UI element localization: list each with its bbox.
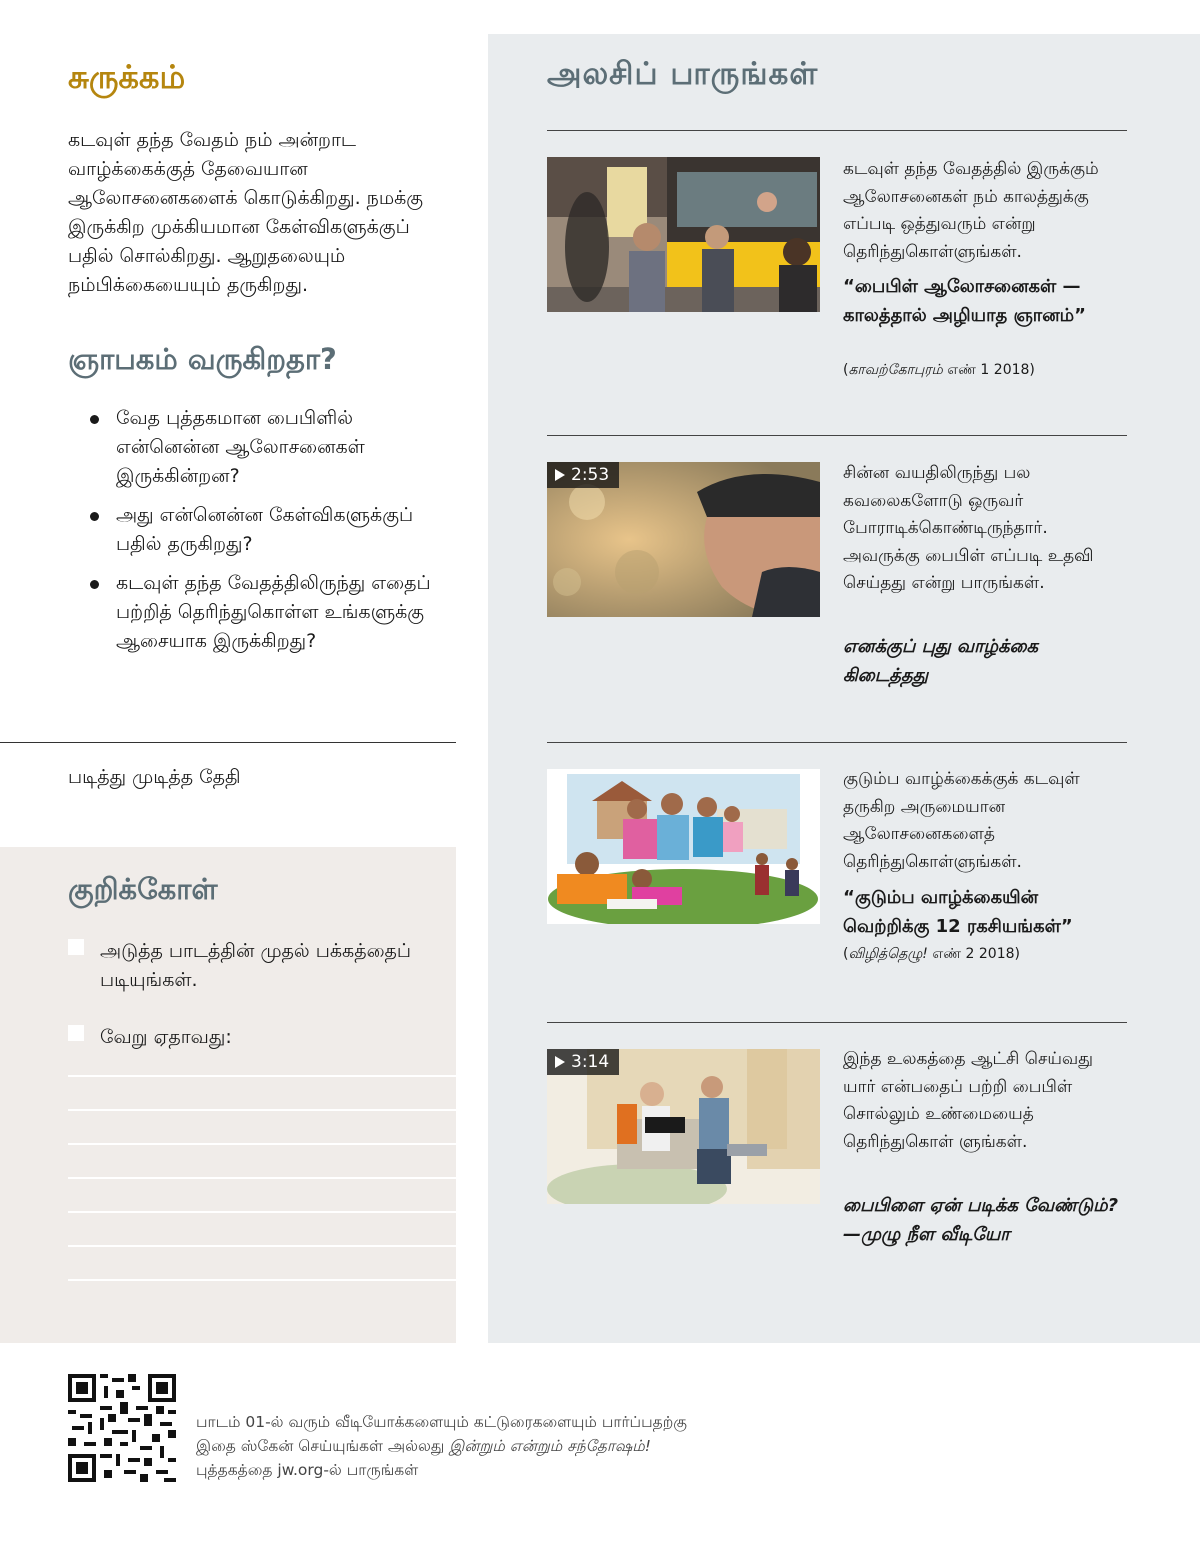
completion-date-label: படித்து முடித்த தேதி — [68, 766, 241, 788]
video-title-link[interactable]: எனக்குப் புது வாழ்க்கை கிடைத்தது — [843, 636, 1039, 686]
video-thumbnail-new-life[interactable] — [547, 462, 820, 617]
writing-line — [68, 1177, 456, 1179]
video-title-link[interactable]: பைபிளை ஏன் படிக்க வேண்டும்?—முழு நீள வீடியோ — [843, 1195, 1119, 1245]
qr-code-icon[interactable] — [68, 1374, 176, 1482]
article-thumbnail-family[interactable] — [547, 769, 820, 924]
checkbox-icon[interactable] — [68, 1025, 84, 1041]
goal-writing-lines[interactable] — [68, 1075, 456, 1313]
review-questions-list — [90, 404, 460, 666]
footer-note: பாடம் 01-ல் வரும் வீடியோக்களையும் கட்டுரைகளையும் பார்ப்பதற்கு இதை ஸ்கேன் செய்யுங்கள் அல்லது இன்றும் என்றும் சந்தோஷம்! புத்தகத்தை jw.org-ல் பாருங்கள் — [196, 1413, 687, 1479]
summary-text: கடவுள் தந்த வேதம் நம் அன்றாட வாழ்க்கைக்குத் தேவையான ஆலோசனைகளைக் கொடுக்கிறது. நமக்கு இருக்கிற முக்கியமான கேள்விகளுக்குப் பதில் சொல்கிறது. ஆறுதலையும் நம்பிக்கையையும் தருகிறது. — [68, 129, 424, 296]
video-duration-badge: 3:14 — [547, 1049, 619, 1075]
article-description: குடும்ப வாழ்க்கைக்குக் கடவுள் தருகிற அருமையான ஆலோசனைகளைத் தெரிந்துகொள்ளுங்கள். — [843, 769, 1080, 872]
family-image — [547, 769, 820, 924]
goal-item-other: வேறு ஏதாவது: — [68, 1023, 448, 1052]
video-description: இந்த உலகத்தை ஆட்சி செய்வது யார் என்பதைப் பற்றி பைபிள் சொல்லும் உண்மையைத் தெரிந்துகொள் ளுங்கள். — [843, 1049, 1093, 1152]
article-source: (காவற்கோபுரம் எண் 1 2018) — [843, 362, 1035, 378]
video-description: சின்ன வயதிலிருந்து பல கவலைகளோடு ஒருவர் போராடிக்கொண்டிருந்தார். அவருக்கு பைபிள் எப்படி உதவி செய்தது என்று பாருங்கள். — [843, 463, 1094, 593]
video-duration-badge: 2:53 — [547, 462, 619, 488]
explore-divider — [547, 435, 1127, 436]
writing-line — [68, 1109, 456, 1111]
review-title: ஞாபகம் வருகிறதா? — [68, 342, 337, 376]
book-title: இன்றும் என்றும் சந்தோஷம்! — [449, 1437, 651, 1455]
review-question: வேத புத்தகமான பைபிளில் என்னென்ன ஆலோசனைகள் இருக்கின்றன? — [90, 404, 460, 491]
article-title-link[interactable]: “குடும்ப வாழ்க்கையின் வெற்றிக்கு 12 ரகசியங்கள்” — [843, 887, 1073, 937]
bullet-icon — [90, 580, 99, 589]
video-thumbnail-why-study[interactable] — [547, 1049, 820, 1204]
explore-divider — [547, 742, 1127, 743]
bullet-icon — [90, 415, 99, 424]
article-description: கடவுள் தந்த வேதத்தில் இருக்கும் ஆலோசனைகள் நம் காலத்துக்கு எப்படி ஒத்துவரும் என்று தெரிந்துகொள்ளுங்கள். — [843, 159, 1099, 262]
play-icon — [555, 469, 565, 481]
commuters-image — [547, 157, 820, 312]
review-question: அது என்னென்ன கேள்விகளுக்குப் பதில் தருகிறது? — [90, 501, 460, 559]
play-icon — [555, 1056, 565, 1068]
article-title-link[interactable]: “பைபிள் ஆலோசனைகள் —காலத்தால் அழியாத ஞானம்” — [843, 276, 1086, 326]
writing-line — [68, 1245, 456, 1247]
left-divider — [0, 742, 456, 743]
goal-item-next-lesson: அடுத்த பாடத்தின் முதல் பக்கத்தைப் படியுங்கள். — [68, 937, 448, 995]
explore-title: அலசிப் பாருங்கள் — [547, 56, 819, 92]
summary-title: சுருக்கம் — [68, 58, 186, 96]
goal-title: குறிக்கோள் — [68, 872, 218, 906]
writing-line — [68, 1075, 456, 1077]
writing-line — [68, 1143, 456, 1145]
article-thumbnail-commuters[interactable] — [547, 157, 820, 312]
review-question: கடவுள் தந்த வேதத்திலிருந்து எதைப் பற்றித் தெரிந்துகொள்ள உங்களுக்கு ஆசையாக இருக்கிறது? — [90, 569, 460, 656]
explore-divider — [547, 130, 1127, 131]
bullet-icon — [90, 512, 99, 521]
writing-line — [68, 1211, 456, 1213]
explore-divider — [547, 1022, 1127, 1023]
writing-line — [68, 1279, 456, 1281]
checkbox-icon[interactable] — [68, 939, 84, 955]
article-source: (விழித்தெழு! எண் 2 2018) — [843, 946, 1020, 962]
